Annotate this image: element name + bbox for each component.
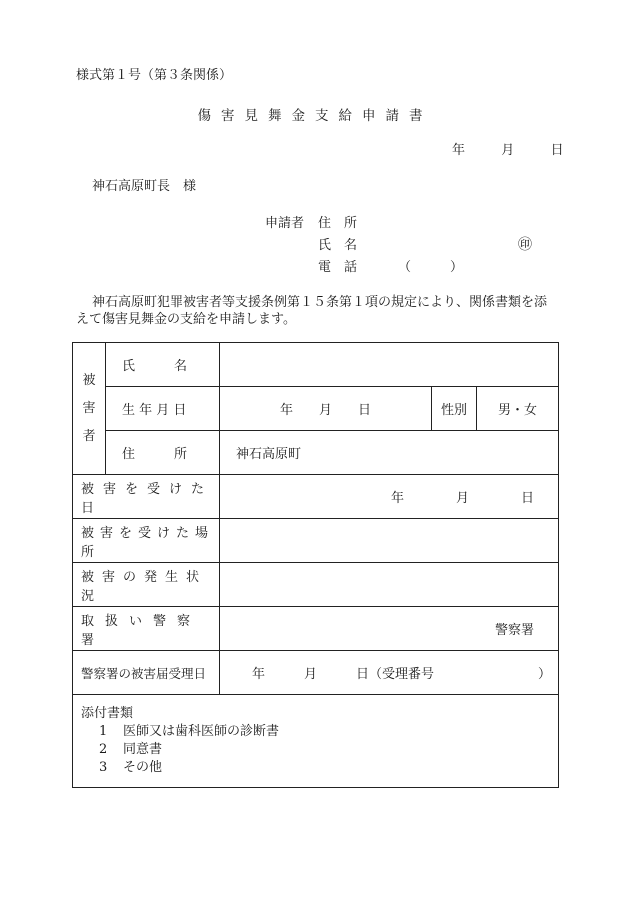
date-damaged-label: 被害を受けた日 <box>73 475 220 519</box>
applicant-phone-paren: （ ） <box>398 260 464 275</box>
victim-label: 被害者 <box>82 372 96 444</box>
attachment-num: 1 <box>99 724 108 739</box>
attachment-text: 医師又は歯科医師の診断書 <box>123 724 280 739</box>
name-label: 氏 名 <box>106 343 220 387</box>
report-label: 警察署の被害届受理日 <box>73 651 220 695</box>
applicant-name-label: 氏 名 <box>318 238 358 253</box>
gender-field[interactable]: 男・女 <box>477 387 559 431</box>
table-row <box>73 563 559 607</box>
situation-field[interactable] <box>220 563 559 607</box>
table-row <box>73 343 559 387</box>
victim-label-cell <box>73 343 106 475</box>
birth-label: 生 年 月 日 <box>106 387 220 431</box>
table-row <box>73 431 559 475</box>
gender-label: 性別 <box>432 387 477 431</box>
attachments-cell <box>73 695 559 788</box>
address-field[interactable]: 神石高原町 <box>220 431 559 475</box>
seal-mark: ㊞ <box>518 237 532 253</box>
application-statement <box>76 294 556 328</box>
place-label: 被害を受けた場所 <box>73 519 220 563</box>
name-field[interactable] <box>220 343 559 387</box>
addressee: 神石高原町長 様 <box>92 179 197 194</box>
attachments-title: 添付書類 <box>81 706 134 721</box>
document-title: 傷害見舞金支給申請書 <box>197 108 433 124</box>
attachments-row <box>73 695 559 788</box>
application-date <box>452 139 564 158</box>
police-label: 取扱い警察署 <box>73 607 220 651</box>
date-damaged-field[interactable]: 年 月 日 <box>220 475 559 519</box>
attachment-num: 2 <box>99 742 108 757</box>
date-year: 年 <box>452 143 466 158</box>
form-number-label: 様式第１号（第３条関係） <box>76 68 233 83</box>
attachment-text: その他 <box>123 760 163 775</box>
report-field[interactable]: 年 月 日（受理番号 ） <box>220 651 559 695</box>
attachment-item <box>81 741 550 759</box>
date-day: 日 <box>550 143 564 158</box>
applicant-address-label: 住 所 <box>318 216 358 231</box>
statement-text: 神石高原町犯罪被害者等支援条例第１５条第１項の規定により、関係書類を添えて傷害見舞金の支給を申請します。 <box>76 295 548 327</box>
table-row <box>73 651 559 695</box>
attachment-item <box>81 759 550 777</box>
attachment-item <box>81 723 550 741</box>
applicant-label: 申請者 <box>265 216 305 231</box>
date-month: 月 <box>501 143 515 158</box>
birth-field[interactable]: 年 月 日 <box>220 387 432 431</box>
applicant-phone-label: 電 話 <box>318 260 358 275</box>
attachment-num: 3 <box>99 760 108 775</box>
place-field[interactable] <box>220 519 559 563</box>
table-row <box>73 475 559 519</box>
police-field[interactable]: 警察署 <box>220 607 559 651</box>
table-row <box>73 607 559 651</box>
attachment-text: 同意書 <box>123 742 163 757</box>
address-label: 住 所 <box>106 431 220 475</box>
application-table <box>72 342 559 788</box>
situation-label: 被害の発生状況 <box>73 563 220 607</box>
table-row <box>73 387 559 431</box>
table-row <box>73 519 559 563</box>
